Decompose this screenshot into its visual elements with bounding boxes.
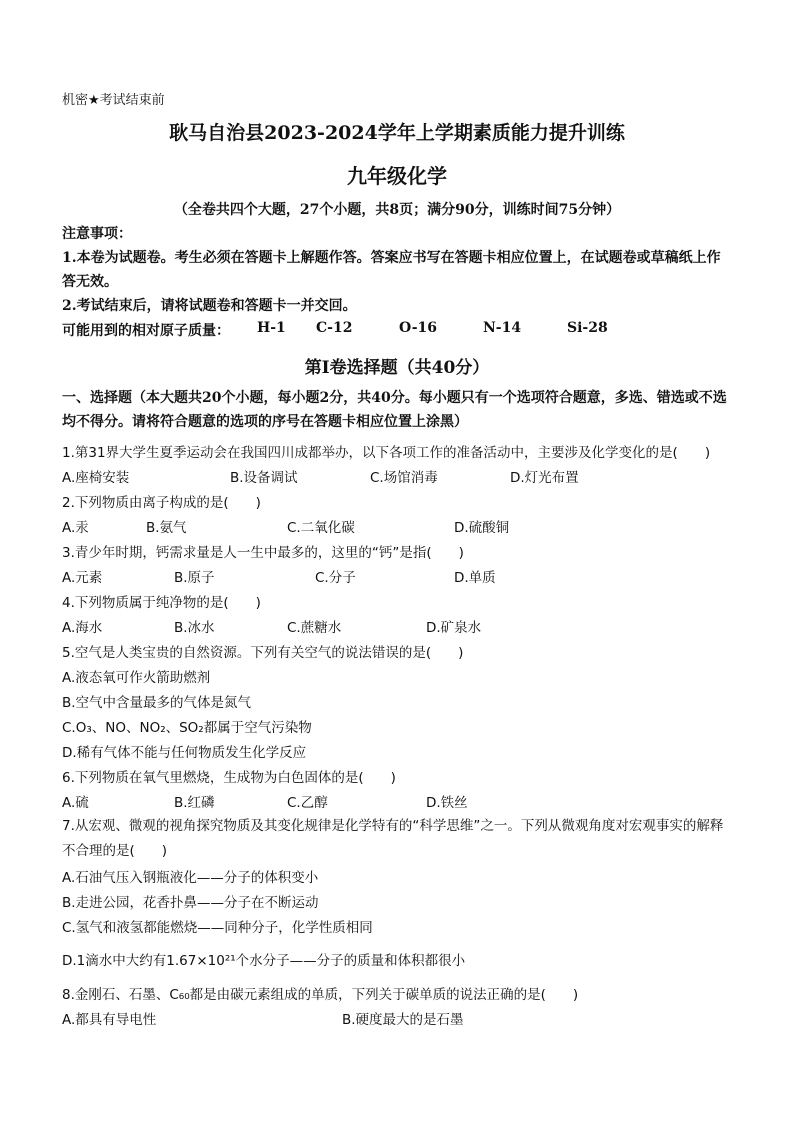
atomic-mass-label: 可能用到的相对原子质量： xyxy=(62,323,230,339)
section-title: 第Ⅰ卷选择题（共40分） xyxy=(304,358,490,378)
atomic-mass-n: N-14 xyxy=(483,320,522,336)
question-7-stem: 7.从宏观、微观的视角探究物质及其变化规律是化学特有的“科学思维”之一。下列从微观角度对宏观事实的解释不合理的是( ) xyxy=(62,818,724,859)
question-5-option-b: B.空气中含量最多的气体是氮气 xyxy=(62,695,252,711)
question-1-option-d: D.灯光布置 xyxy=(510,470,579,486)
question-5-stem: 5.空气是人类宝贵的自然资源。下列有关空气的说法错误的是( ) xyxy=(62,645,464,661)
notice-heading: 注意事项： xyxy=(62,226,132,242)
question-1-option-a: A.座椅安装 xyxy=(62,470,130,486)
question-4-option-c: C.蔗糖水 xyxy=(287,620,342,636)
question-1-option-c: C.场馆消毒 xyxy=(370,470,438,486)
question-3-option-d: D.单质 xyxy=(454,570,496,586)
atomic-mass-o: O-16 xyxy=(399,320,438,336)
question-4-stem: 4.下列物质属于纯净物的是( ) xyxy=(62,595,261,611)
question-6-stem: 6.下列物质在氧气里燃烧，生成物为白色固体的是( ) xyxy=(62,770,396,786)
question-4-option-a: A.海水 xyxy=(62,620,103,636)
question-2-stem: 2.下列物质由离子构成的是( ) xyxy=(62,495,261,511)
question-5-option-d: D.稀有气体不能与任何物质发生化学反应 xyxy=(62,745,307,761)
confidential-mark: 机密★考试结束前 xyxy=(62,93,165,108)
exam-title: 耿马自治县2023-2024学年上学期素质能力提升训练 xyxy=(169,122,625,144)
atomic-mass-h: H-1 xyxy=(257,320,286,336)
question-7-option-a: A.石油气压入钢瓶液化——分子的体积变小 xyxy=(62,870,319,886)
question-4-option-d: D.矿泉水 xyxy=(426,620,482,636)
question-7-option-b: B.走进公园，花香扑鼻——分子在不断运动 xyxy=(62,895,319,911)
exam-info: （全卷共四个大题，27个小题，共8页；满分90分，训练时间75分钟） xyxy=(173,202,621,218)
question-1-option-b: B.设备调试 xyxy=(230,470,298,486)
question-3-option-b: B.原子 xyxy=(174,570,215,586)
question-6-option-d: D.铁丝 xyxy=(426,795,468,811)
question-8-option-b: B.硬度最大的是石墨 xyxy=(342,1012,464,1028)
question-6-option-b: B.红磷 xyxy=(174,795,215,811)
question-7-option-c: C.氢气和液氢都能燃烧——同种分子，化学性质相同 xyxy=(62,920,373,936)
question-2-option-d: D.硫酸铜 xyxy=(454,520,510,536)
question-4-option-b: B.冰水 xyxy=(174,620,215,636)
question-2-option-c: C.二氧化碳 xyxy=(287,520,355,536)
question-3-option-c: C.分子 xyxy=(315,570,356,586)
question-3-stem: 3.青少年时期，钙需求量是人一生中最多的，这里的“钙”是指( ) xyxy=(62,545,464,561)
question-8-option-a: A.都具有导电性 xyxy=(62,1012,157,1028)
atomic-mass-si: Si-28 xyxy=(567,320,608,336)
question-6-option-c: C.乙醇 xyxy=(287,795,328,811)
question-2-option-b: B.氨气 xyxy=(146,520,187,536)
notice-item-2: 2.考试结束后，请将试题卷和答题卡一并交回。 xyxy=(62,298,357,314)
question-1-stem: 1.第31界大学生夏季运动会在我国四川成都举办，以下各项工作的准备活动中，主要涉及化学变化的是( ) xyxy=(62,445,711,461)
question-8-stem: 8.金刚石、石墨、C₆₀都是由碳元素组成的单质，下列关于碳单质的说法正确的是( ) xyxy=(62,987,579,1003)
question-2-option-a: A.汞 xyxy=(62,520,89,536)
subject-title: 九年级化学 xyxy=(347,164,447,188)
atomic-mass-c: C-12 xyxy=(316,320,353,336)
notice-item-1: 1.本卷为试题卷。考生必须在答题卡上解题作答。答案应书写在答题卡相应位置上，在试题卷或草稿纸上作答无效。 xyxy=(62,250,721,290)
question-5-option-c: C.O₃、NO、NO₂、SO₂都属于空气污染物 xyxy=(62,720,312,736)
question-6-option-a: A.硫 xyxy=(62,795,89,811)
part1-instruction: 一、选择题（本大题共20个小题，每小题2分，共40分。每小题只有一个选项符合题意，多选、错选或不选均不得分。请将符合题意的选项的序号在答题卡相应位置上涂黑） xyxy=(62,390,727,430)
question-3-option-a: A.元素 xyxy=(62,570,103,586)
question-7-option-d: D.1滴水中大约有1.67×10²¹个水分子——分子的质量和体积都很小 xyxy=(62,953,466,969)
question-5-option-a: A.液态氧可作火箭助燃剂 xyxy=(62,670,211,686)
